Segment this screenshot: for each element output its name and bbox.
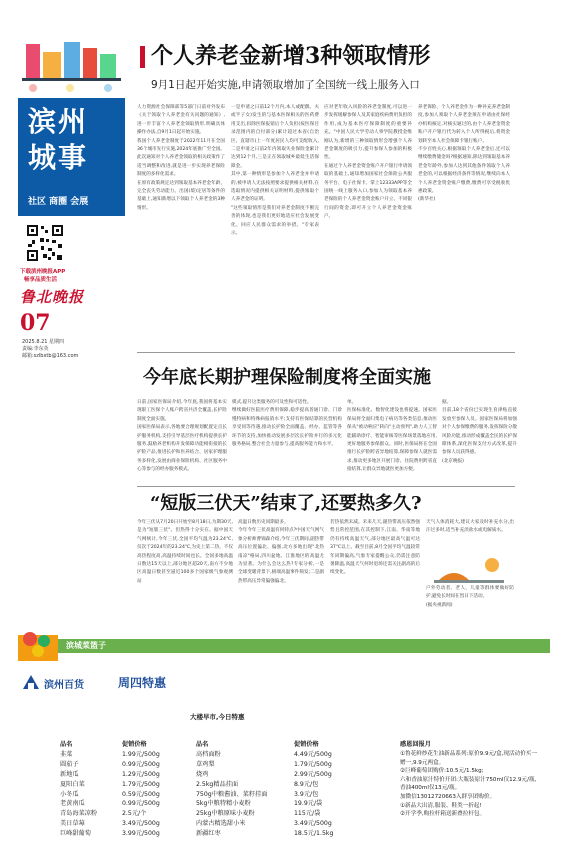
price-row	[196, 770, 406, 780]
note-item: 加微信13012720663入群享团购价。	[400, 793, 496, 800]
sidebar-illustration	[18, 38, 125, 96]
sidebar-title-block	[18, 98, 125, 216]
note-item: ①新品大出清,服装、鞋类一折起!	[400, 802, 482, 809]
header-price: 促销价格	[122, 741, 147, 748]
item-price: 1.79元/500g	[122, 780, 160, 788]
article1-headline: 个人养老金新增3种领取情形	[151, 43, 431, 69]
notes-box	[400, 740, 540, 819]
price-row	[196, 750, 406, 760]
item-price: 3.9元/包	[294, 790, 319, 798]
item-name: 巨峰甜葡萄	[60, 830, 91, 838]
notes-header: 感恩回报月	[400, 741, 431, 748]
qr-caption-2: 畅享品质生活	[24, 277, 58, 283]
item-name: 夏阳白菜	[60, 780, 85, 788]
item-name: 750g中粮酱油、菜籽挂面	[196, 790, 268, 798]
item-price: 1.79元/500g	[294, 760, 332, 768]
item-price: 0.99元/500g	[122, 800, 160, 808]
article2-column-2: 模式,提升这类服务的可及性和可适性。 继续做好医院医疗费用保障,稳步提高普通门诊、门诊慢特病和特殊病报销水平;支持有医保结算的民营机构享受同等待遇,推动长护险全面覆盖、经办、监管等各环节的支持,加快推动发展多层次长护险并行的多元化服务格局,整合社会力量参与,提高服务能力和水平。	[232, 400, 342, 448]
item-price: 3.49元/500g	[294, 820, 332, 828]
promo-title: 周四特惠	[118, 676, 167, 690]
article1-column-1: 人力资源社会保障部等5部门日前对外发布《关于领取个人养老金有关问题的通知》,进一步丰富个人养老金领取情形,明确具体操作办法,自9月1日起开始实施。 我国个人养老金制度于2022年11月在全国36个城市先行实施,2024年底推广至全国。此次通知对个人养老金领取的相关政策作了适当调整和改进,就是进一步实现养老保险制度的多样化需求。 在原有政策规定达到领取基本养老金年龄、完全丧失劳动能力、出国(境)定居等条件的基础上,通知新增以下领取个人养老金的3种情形。	[137, 105, 225, 211]
item-price: 4.49元/500g	[294, 751, 332, 758]
sidebar-subtitle: 社区 商圈 会展	[28, 197, 89, 207]
article3-column-5: 户外劳动者、老人、儿童等群体要做好防护,避免长时间在烈日下活动。 (据央视新闻)	[426, 586, 514, 608]
item-name: 烧鸡	[196, 770, 209, 778]
issue-editor: 责编:李东英	[22, 346, 49, 352]
sidebar	[18, 38, 125, 359]
note-item: ①鲁花鲜炒花生油新品系列:原价9.9元/盒,现活动价买一赠一,9.9元两盒。	[400, 751, 537, 766]
item-price: 1.29元/500g	[122, 770, 160, 778]
article2-headline: 今年底长期护理保险制度将全面实施	[143, 367, 431, 388]
price-row	[196, 809, 406, 819]
item-name: 新地瓜	[60, 770, 79, 778]
article3-illustration	[434, 555, 504, 583]
item-price: 8.9元/包	[294, 780, 319, 788]
sidebar-title-line1: 滨州	[28, 105, 89, 138]
item-price: 1.99元/500g	[122, 751, 160, 758]
item-name: 老黄南瓜	[60, 800, 85, 808]
article3-column-1: 今年三伏从7月20日开始至8月18日,为期30天,是为"短版三伏"。但热得十分实在。据中国天气网统计,今年三伏,全国平均气温为23.24℃,仅次于2024年的23.24℃,为史上第二热。不仅高热程度高,高温持续时间也长。全国多地高温日数达15天以上,部分地区超20天,南方不少地区高温日数甚至逼近100多个国家级气象观测站	[137, 520, 233, 584]
store-logo-icon	[22, 674, 40, 690]
right-items	[196, 750, 406, 839]
item-name: 小冬瓜	[60, 790, 79, 798]
item-name: 韭菜	[60, 751, 73, 758]
item-name: 美日草莓	[60, 820, 85, 828]
header-price2: 促销价格	[294, 741, 319, 748]
article1-column-4: 养老保险、个人养老金作为一种补充养老金制度,参加人须取个人养老金须在申请由社保经办机构核定,对核实通过的,由个人养老金资金账户开户银行代为转入个人所得税后,将资金划转至本人社会保障卡银行账户。 不少百姓关心,根据领取个人养老金后,还可以继续缴费储金吗?根据通知,除达到领取基本养老金年龄外,参加人达到其他条件领取个人养老金的,可以根据经济条件等情况,继续向本人个人养老金资金账户缴费,缴费可享受税收优惠政策。 (新华社)	[418, 105, 510, 203]
item-name: 新疆红枣	[196, 830, 221, 838]
article3-column-4: 天气人体消耗大,建议大家及时补充水分,出汗过多时,适当补充淡盐水或电解质水。	[426, 520, 514, 534]
article3-headline: “短版三伏天”结束了,还要热多久?	[150, 493, 422, 514]
qr-caption-1: 下载滨州晚报APP	[20, 269, 66, 275]
item-price: 19.9元/袋	[294, 800, 323, 808]
article2-column-4: 据。 目前,18个省份已实现生育津贴直接发放至参保人员。国家医保局将加强对个人参保缴费的服务,发挥保险分散风险功能,推动形成覆盖全民的长护保障体系,深化医保支付方式改革,提升参保人员获得感。 (北京晚报)	[442, 400, 517, 464]
note-item: ②巨峰葡萄团购价:10.5元/1.5kg;	[400, 768, 484, 775]
issue-email: 邮箱:szlbxtb@163.com	[22, 353, 79, 359]
item-price: 2.5元/个	[122, 810, 147, 818]
article1-headline-marker	[140, 46, 145, 68]
price-row	[196, 799, 406, 809]
article3-column-3: 若热依然未减。未来几天,副热带高压依然强势且常控范围,在其控制下,江南、华南等地仍有持续高温天气,部分地区最高气温可达37℃以上。截至目前,8月全国平均气温较常年同期偏高,气象专家提醒公众,仍需注意防暑降温,高温天气何时退场还需关注副高的后续变化。	[330, 520, 420, 576]
brand-logo	[20, 286, 86, 308]
issue-date: 2025.8.21 星期四	[22, 339, 65, 345]
item-price: 2.99元/500g	[294, 770, 332, 778]
note-item: ②开学季,购拉杆箱送新叠拉杆包。	[400, 811, 486, 818]
price-row	[196, 790, 406, 800]
page-number: 07	[20, 310, 51, 336]
store-logo	[22, 672, 112, 694]
divider	[137, 486, 515, 487]
note-item: 六和香油原汁特价开团:大瓶装原汁750ml仅12.9元/瓶,香油400ml仅13元/瓶。	[400, 776, 537, 792]
market-banner	[18, 625, 550, 665]
price-row	[196, 760, 406, 770]
item-name: 25kg中粮原味小麦粉	[196, 810, 255, 818]
item-price: 3.49元/500g	[122, 820, 160, 828]
article1-column-2: 一是申请之日前12个月内,本人或配偶、夫或半子女)发生的与基本医保相关的医药费用支出,扣除医保报销后个人负担(按医保目录范围内的自付部分)累计超过本省(自治区、直辖市)上一年度居民人均可支配收入,二是申请之日前2年内领取失业保险金累计达到12个月,三是正在领取城乡最低生活保障金。 其中,第一种情形是参加个人养老金并申请的,被申请人无法按照要求提供相关材料,在选取情况内提供相关证明材料,提供领取个人养老金的证明。 "这些领取情形是我们对养老金制度不断完善的体现,也是我们更好地适应社会发展变化、回应人民群众需求的举措。"专家表示。	[231, 105, 319, 237]
item-name: 青岛海菜凉粉	[60, 810, 98, 818]
item-name: 5kg中粮特精小麦粉	[196, 800, 251, 808]
item-price: 0.99元/500g	[122, 760, 160, 768]
article2-column-1: 日前,国家医保局介绍,今年底,我国将基本实现职工医保个人账户跨省共济全覆盖,长护险制度全面实施。 国家医保局表示,各地要合理规划配置定点长护服务机构,支持引导基层医疗机构提供长护服务,鼓励养老机构开发保障功能相衔接的长护险产品,推进长护和医养结合、居家护理服务多样化,发展由商业保险机构、社区服务中心等参与的经办服务模式。	[137, 400, 227, 473]
price-row	[196, 780, 406, 790]
article2-column-3: 单。 医保标准化、数智化建设也将提速。国家医保局将全面归集电子病历等各类信息,推动医保从"被动响应"转向"主动预判",助力人工智能辅助诊疗、智能审核等医保场景落地应用,更好地服务参保群众。同时,医保局将在全国推行长护险跨省异地结算,保障参保人就医需求,推动更多地区开展门诊、住院费用跨省直接结算,让群众异地就医更加方便。	[347, 400, 437, 473]
price-row	[196, 819, 406, 829]
article1-subhead: 9月1日起开始实施,申请领取增加了全国统一线上服务入口	[151, 79, 420, 91]
item-name: 2.5kg精品挂面	[196, 780, 239, 788]
item-price: 18.5元/1.5kg	[294, 830, 334, 838]
header-name2: 品名	[196, 741, 209, 748]
header-name: 品名	[60, 741, 73, 748]
qr-code	[26, 224, 64, 262]
item-name: 高档面粉	[196, 751, 221, 758]
store-logo-text: 滨州百货	[44, 680, 84, 691]
notes-list	[400, 750, 540, 819]
item-name: 圆茄子	[60, 760, 79, 768]
market-slogan: 大楼早市,今日特惠	[190, 713, 245, 721]
article1-column-3: 应对老年收入风险的养老金制度,可以进一步发挥缓解参保人及其家庭疾病费用负担的作用,成为基本医疗保障制度的重要补充。"中国人民大学劳动人事学院教授金维刚认为,新增的三种领取情形会增强个人养老金制度的吸引力,提升参保人参加的积极性。 在通过个人养老金资金账户开户银行申请领取的基础上,通知增加国家社会保险公共服务平台、电子社保卡、掌上12333APP等全国统一线上服务入口,参加人为领取基本养老保险的个人养老金资金账户开立、不同银行间的资金,即可开立个人养老金资金账户。	[324, 105, 412, 220]
market-banner-label: 滨城菜篮子	[66, 641, 106, 650]
brand-logo-text: 鲁北晚报	[20, 288, 85, 306]
item-price: 0.59元/500g	[122, 790, 160, 798]
article3-column-2: 高温日数历史同期最多。 今年今年三伏高温有何特点?中国天气网气象分析师曹锦森介绍,今年三伏期间,副热带高压位置偏北、偏强,北方多地出现"北热南凉"格局,四川盆地、江淮地区的高温尤为显著。为什么会这么热?专家分析,一是全球变暖背景下,极端高温事件频发;二是副热带高压异常偏强偏北。	[238, 520, 324, 584]
item-price: 3.99元/500g	[122, 830, 160, 838]
item-name: 内蒙古精选甜小米	[196, 820, 246, 828]
item-name: 草鸡梨	[196, 760, 215, 768]
divider	[137, 352, 515, 353]
item-price: 115元/袋	[294, 810, 321, 818]
price-row	[196, 829, 406, 839]
sidebar-title-line2: 城事	[28, 141, 89, 174]
